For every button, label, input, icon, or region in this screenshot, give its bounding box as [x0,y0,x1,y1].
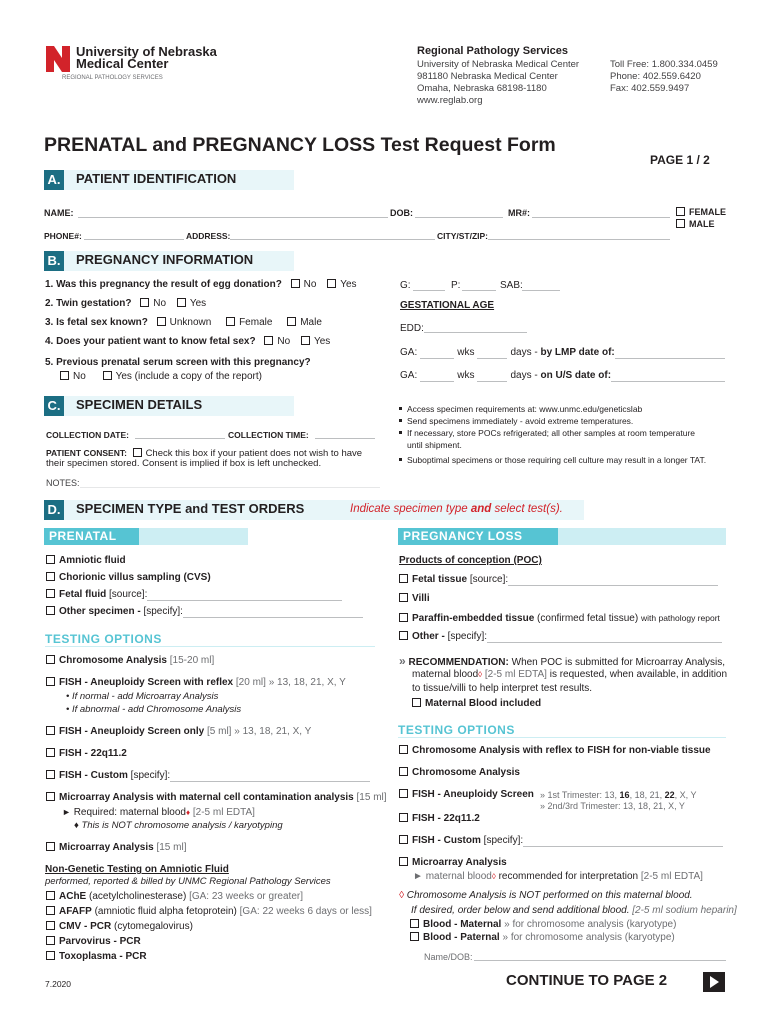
chrom-reflex-option[interactable] [399,745,711,757]
blood-paternal-desc: for chromosome analysis (karyotype) [510,932,675,943]
section-d-letter: D. [44,500,64,520]
q3-unknown-checkbox[interactable] [157,317,166,326]
chrom-label: Chromosome Analysis [59,655,167,666]
note-1: ◊ Chromosome Analysis is NOT performed on this maternal blood. [399,890,693,901]
q1-yes-label: Yes [340,279,357,290]
loss-chrom-option[interactable] [399,767,520,779]
villi-label: Villi [412,593,430,604]
prenatal-header [44,528,248,545]
q2-yes-checkbox[interactable] [177,298,186,307]
loss-fish-custom-option[interactable] [399,835,723,847]
version-label: 7.2020 [45,979,71,989]
address-label: ADDRESS: [186,231,231,241]
poc-heading: Products of conception (POC) [399,555,542,566]
cvs-option[interactable] [46,572,211,584]
if-normal: • If normal - add Microarray Analysis [66,691,219,702]
rec-label: RECOMMENDATION: [408,657,509,668]
cmv-label: CMV - PCR [59,921,112,932]
chrom-vol: [15-20 ml] [169,655,215,666]
paraffin-note: with pathology report [640,613,720,623]
required-blood: ► Required: maternal blood♦ [2-5 ml EDTA] [62,807,255,818]
p-field[interactable] [462,281,496,291]
maternal-blood-option[interactable] [412,698,541,710]
other-specimen-checkbox[interactable] [46,606,55,615]
sex-female[interactable] [676,206,726,218]
afafp-label: AFAFP [59,906,92,917]
fish-reflex-label: FISH - Aneuploidy Screen with reflex [59,677,234,688]
gestational-age-heading: GESTATIONAL AGE [400,300,495,311]
ga-days-field[interactable] [477,349,507,359]
fax: Fax: 402.559.9497 [610,83,690,94]
chr-22: 22 [664,790,675,800]
blood-paternal-checkbox[interactable] [410,932,419,941]
q3-unknown-label: Unknown [169,317,212,328]
loss-fish-custom-label: FISH - Custom [412,835,481,846]
loss-header [398,528,726,545]
q5-no-label: No [73,371,86,382]
fish-only-chr: 13, 18, 21, X, Y [242,726,312,737]
section-c-title: SPECIMEN DETAILS [76,397,203,412]
mr-field[interactable] [532,208,670,218]
blood-maternal-checkbox[interactable] [410,919,419,928]
q2-no-label: No [153,298,167,309]
fish-22q-checkbox[interactable] [46,748,55,757]
paraffin-label: Paraffin-embedded tissue [412,613,535,624]
page-label: PAGE 1 / 2 [650,153,710,167]
blood-paternal-option[interactable]: Blood - Paternal » for chromosome analysis (karyotype) [410,932,675,944]
required-vol: [2-5 ml EDTA] [192,807,255,818]
fetal-tissue-option[interactable] [399,574,718,586]
rec-text2: maternal blood [412,669,479,680]
loss-fish-22q-option[interactable] [399,813,480,825]
lmp-date-field[interactable] [615,349,725,359]
coll-time-label: COLLECTION TIME: [228,430,309,440]
micro-mcc-checkbox[interactable] [46,792,55,801]
fish-custom-field[interactable] [170,772,370,782]
blood-paternal-label: Blood - Paternal [423,932,500,943]
loss-other-spec: [specify]: [447,631,488,642]
other-specimen-field[interactable] [183,608,363,618]
q5: 5. Previous prenatal serum screen with this pregnancy? [45,357,311,368]
first-tri-text: 1st Trimester: 13, [547,790,620,800]
second-trimester: » 2nd/3rd Trimester: 13, 18, 21, X, Y [540,801,685,811]
ache-desc: (acetylcholinesterase) [89,891,187,902]
blood-maternal-label: Blood - Maternal [423,919,502,930]
parvo-checkbox[interactable] [46,936,55,945]
other-specimen-option[interactable] [46,606,363,618]
afafp-checkbox[interactable] [46,906,55,915]
ache-label: AChE [59,891,87,902]
fish-reflex-checkbox[interactable] [46,677,55,686]
city-field[interactable] [488,231,670,240]
prenatal-header-label: PRENATAL [44,528,139,545]
ache-option[interactable] [46,891,303,903]
afafp-option[interactable] [46,906,372,918]
fish-22q-option[interactable] [46,748,127,760]
continue-label: CONTINUE TO PAGE 2 [506,972,668,989]
not-chrom-text: ♦ This is NOT chromosome analysis / karyotyping [74,820,283,831]
recommendation: » RECOMMENDATION: When POC is submitted for Microarray Analysis, [399,654,726,668]
addr-line1: University of Nebraska Medical Center [417,59,580,70]
q5-options [60,371,262,383]
q3 [45,317,322,329]
rec-text1: When POC is submitted for Microarray Analysis, [511,657,726,668]
subtitle-a: Indicate specimen type [350,503,471,515]
fish-reflex-chr: 13, 18, 21, X, Y [277,677,346,688]
lmp-label: by LMP date of: [540,347,615,358]
dob-field[interactable] [415,208,503,218]
cvs-label: Chorionic villus sampling (CVS) [59,572,211,583]
fetal-tissue-src: [source]: [469,574,509,585]
fetal-fluid-field[interactable] [147,591,342,601]
ga-wks-field-2[interactable] [420,372,454,382]
chrom-analysis-option[interactable] [46,655,214,667]
fish-only-vol: [5 ml] [207,726,232,737]
not-chrom-note [74,820,283,832]
q3-male-label: Male [300,317,322,328]
micro-mat: maternal blood [425,871,492,882]
website-link[interactable]: www.reglab.org [417,95,483,106]
bullet-2 [397,415,706,427]
micro-option[interactable] [46,842,186,854]
specimen-bullets [397,403,706,466]
address-field[interactable] [230,231,435,240]
coll-time-field[interactable] [315,429,375,439]
ga-days-field-2[interactable] [477,372,507,382]
loss-fish-aneu-checkbox[interactable] [399,789,408,798]
fetal-tissue-field[interactable] [508,576,718,586]
ga-us-row [400,370,725,382]
loss-fish-aneu-label: FISH - Aneuploidy Screen [412,789,534,800]
contact-address [417,59,579,107]
toxo-label: Toxoplasma - PCR [59,951,147,962]
loss-fish-custom-field[interactable] [523,837,723,847]
note-2-text: If desired, order below and send additional blood. [411,905,630,916]
amniotic-fluid-option[interactable] [46,555,126,567]
chr-xy: , X, Y [674,790,697,800]
loss-other-option[interactable] [399,631,722,643]
section-a-letter: A. [44,170,64,190]
q1-no-checkbox[interactable] [291,279,300,288]
loss-fish-custom-checkbox[interactable] [399,835,408,844]
villi-checkbox[interactable] [399,593,408,602]
micro-checkbox[interactable] [46,842,55,851]
other-specimen-label: Other specimen - [59,606,144,617]
us-date-field[interactable] [611,372,725,382]
continue-arrow-icon[interactable] [703,972,725,992]
rec-text3: is requested, when available, in addition [549,669,728,680]
fish-only-option[interactable]: FISH - Aneuploidy Screen only [5 ml] » 13, 18, 21, X, Y [46,726,311,738]
fish-reflex-vol: [20 ml] [235,677,266,688]
fish-22q-label: FISH - 22q11.2 [59,748,127,759]
fetal-tissue-checkbox[interactable] [399,574,408,583]
amniotic-label: Amniotic fluid [59,555,126,566]
cmv-checkbox[interactable] [46,921,55,930]
consent-checkbox[interactable] [133,448,142,457]
subtitle-b: select test(s). [491,503,563,515]
bullet-1 [397,403,706,415]
g-field[interactable] [413,281,445,291]
name-label: NAME: [44,208,74,218]
rec-line3: to tissue/villi to help interpret test results. [412,683,593,694]
cmv-desc: (cytomegalovirus) [114,921,193,932]
chrom-checkbox[interactable] [46,655,55,664]
us-label: on U/S date of: [540,370,612,381]
loss-testing-options: TESTING OPTIONS [398,723,726,738]
loss-micro-checkbox[interactable] [399,857,408,866]
other-specimen-spec: [specify]: [143,606,183,617]
loss-micro-label: Microarray Analysis [412,857,507,868]
chr-16: 16 [619,790,630,800]
loss-chrom-label: Chromosome Analysis [412,767,520,778]
parvo-option[interactable] [46,936,141,948]
required-label: Required: maternal blood [73,807,186,818]
fish-custom-checkbox[interactable] [46,770,55,779]
q2 [45,298,206,310]
phone-field[interactable] [84,231,184,240]
notes-field[interactable] [80,478,380,488]
afafp-desc: (amniotic fluid alpha fetoprotein) [94,906,237,917]
loss-header-label: PREGNANCY LOSS [398,528,558,545]
q4-no-label: No [277,336,291,347]
consent-text: Check this box if your patient does not wish to have [145,448,363,459]
play-arrow-icon [703,972,725,992]
female-checkbox[interactable] [676,207,685,216]
ache-ga: [GA: 23 weeks or greater] [189,891,304,902]
notes-label: NOTES: [46,478,80,488]
micro-vol: [15 ml] [156,842,187,853]
phone: Phone: 402.559.6420 [610,71,701,82]
fish-custom-spec: [specify]: [130,770,171,781]
fish-only-label: FISH - Aneuploidy Screen only [59,726,205,737]
note-2-vol: [2-5 ml sodium heparin] [632,905,737,916]
section-b-letter: B. [44,251,64,271]
q3-label: 3. Is fetal sex known? [45,317,148,328]
fetal-fluid-option[interactable] [46,589,342,601]
namedob-label: Name/DOB: [424,952,473,962]
q4-yes-label: Yes [313,336,331,347]
g-label: G: [400,280,411,291]
coll-date-field[interactable] [135,429,225,439]
fetal-fluid-label: Fetal fluid [59,589,107,600]
amniotic-checkbox[interactable] [46,555,55,564]
q5-yes-label: Yes (include a copy of the report) [115,371,262,382]
cvs-checkbox[interactable] [46,572,55,581]
name-field[interactable] [78,208,388,218]
ga-label-2: GA: [400,370,418,381]
city-label: CITY/ST/ZIP: [437,231,488,241]
q3-female-label: Female [239,317,273,328]
tollfree: Toll Free: 1.800.334.0459 [610,59,718,70]
fish-only-checkbox[interactable] [46,726,55,735]
ga-wks-field[interactable] [420,349,454,359]
consent-text-2: their specimen stored. Consent is implied if box is left unchecked. [46,458,322,469]
toxo-option[interactable] [46,951,147,963]
ga-label: GA: [400,347,418,358]
loss-other-label: Other - [412,631,448,642]
fish-custom-label: FISH - Custom [59,770,128,781]
note-1-text: Chromosome Analysis is NOT performed on this maternal blood. [406,890,693,901]
unmc-logo [44,44,217,86]
section-d-title: SPECIMEN TYPE and TEST ORDERS [76,501,305,516]
contact-title: Regional Pathology Services [417,45,568,57]
addr-line3: Omaha, Nebraska 68198-1180 [417,83,547,94]
loss-fish-22q-checkbox[interactable] [399,813,408,822]
q3-female-checkbox[interactable] [226,317,235,326]
mr-label: MR#: [508,208,530,218]
bullet-2-text: Send specimens immediately - avoid extreme temperatures. [407,416,634,426]
prenatal-testing-options: TESTING OPTIONS [45,632,375,647]
ga-lmp-row [400,347,725,359]
micro-mcc-option[interactable] [46,792,387,804]
days-label-2: days - [510,370,538,381]
phone-label: PHONE#: [44,231,82,241]
loss-chrom-checkbox[interactable] [399,767,408,776]
edd-label: EDD: [400,323,424,334]
paraffin-option[interactable] [399,612,720,625]
q2-yes-label: Yes [189,298,207,309]
q2-label: 2. Twin gestation? [45,298,132,309]
days-label: days - [510,347,538,358]
loss-micro-option[interactable] [399,857,507,869]
addr-line2: 981180 Nebraska Medical Center [417,71,558,82]
second-tri-text: 2nd/3rd Trimester: 13, 18, 21, X, Y [547,801,685,811]
male-checkbox[interactable] [676,219,685,228]
bullet-1-text: Access specimen requirements at: www.unmc.edu/geneticslab [407,404,643,414]
first-trimester: » 1st Trimester: 13, 16, 18, 21, 22, X, Y [540,790,697,800]
logo-line1: University of Nebraska [76,44,217,59]
loss-fish-22q-label: FISH - 22q11.2 [412,813,480,824]
bullet-3-text: If necessary, store POCs refrigerated; all other samples at room temperature [407,428,696,438]
sex-male[interactable] [676,218,715,230]
fish-custom-option[interactable] [46,770,370,782]
consent-label: PATIENT CONSENT: [46,448,127,458]
rec-line2: maternal blood◊ [2-5 ml EDTA] is requested, when available, in addition [412,669,728,680]
if-abnormal: • If abnormal - add Chromosome Analysis [66,704,242,715]
unmc-n-logo-icon [44,44,72,74]
maternal-blood-checkbox[interactable] [412,698,421,707]
villi-option[interactable] [399,593,430,605]
q4-label: 4. Does your patient want to know fetal sex? [45,336,256,347]
loss-other-checkbox[interactable] [399,631,408,640]
section-c-letter: C. [44,396,64,416]
sab-label: SAB: [500,280,523,291]
bullet-4 [397,454,706,466]
coll-date-label: COLLECTION DATE: [46,430,129,440]
section-a-title: PATIENT IDENTIFICATION [76,171,237,186]
micro-mcc-label: Microarray Analysis with maternal cell contamination analysis [59,792,354,803]
loss-micro-note: ► maternal blood◊ recommended for interpretation [2-5 ml EDTA] [413,871,703,882]
paraffin-checkbox[interactable] [399,613,408,622]
blood-maternal-desc: for chromosome analysis (karyotype) [512,919,677,930]
p-label: P: [451,280,461,291]
fetal-fluid-checkbox[interactable] [46,589,55,598]
chrom-reflex-checkbox[interactable] [399,745,408,754]
fetal-tissue-label: Fetal tissue [412,574,468,585]
micro-vol: [2-5 ml EDTA] [640,871,703,882]
micro-mcc-vol: [15 ml] [356,792,387,803]
q4 [45,336,330,348]
ache-checkbox[interactable] [46,891,55,900]
cmv-option[interactable] [46,921,193,933]
maternal-blood-label: Maternal Blood included [425,698,542,709]
wks-label: wks [457,347,475,358]
namedob-field[interactable] [474,951,726,961]
q1-label: 1. Was this pregnancy the result of egg donation? [45,279,282,290]
contact-phones [610,59,718,95]
blood-maternal-option[interactable]: Blood - Maternal » for chromosome analysis (karyotype) [410,919,676,931]
afafp-ga: [GA: 22 weeks 6 days or less] [239,906,372,917]
loss-fish-custom-spec: [specify]: [483,835,524,846]
female-label: FEMALE [689,207,726,217]
micro-label: Microarray Analysis [59,842,154,853]
q4-yes-checkbox[interactable] [301,336,310,345]
rec-vol: [2-5 ml EDTA] [484,669,547,680]
q1 [45,279,357,291]
note-2 [411,905,737,917]
chrom-reflex-label: Chromosome Analysis with reflex to FISH for non-viable tissue [412,745,711,756]
loss-other-field[interactable] [487,633,722,643]
male-label: MALE [689,219,715,229]
section-d-subtitle [350,503,563,515]
micro-rec: recommended for interpretation [498,871,639,882]
toxo-checkbox[interactable] [46,951,55,960]
q2-no-checkbox[interactable] [140,298,149,307]
form-title: PRENATAL and PREGNANCY LOSS Test Request Form [44,134,556,156]
logo-line2: Medical Center [76,56,169,71]
q3-male-checkbox[interactable] [287,317,296,326]
logo-sub: REGIONAL PATHOLOGY SERVICES [62,75,163,81]
parvo-label: Parvovirus - PCR [59,936,141,947]
nongen-title: Non-Genetic Testing on Amniotic Fluid [45,864,229,875]
q5-no-checkbox[interactable] [60,371,69,380]
paraffin-desc: (confirmed fetal tissue) [537,613,639,624]
subtitle-and: and [470,503,492,515]
dob-label: DOB: [390,208,413,218]
q1-no-label: No [303,279,317,290]
bullet-3 [397,427,706,439]
wks-label-2: wks [457,370,475,381]
q4-no-checkbox[interactable] [264,336,273,345]
q5-yes-checkbox[interactable] [103,371,112,380]
nongen-sub: performed, reported & billed by UNMC Regional Pathology Services [45,876,331,887]
q1-yes-checkbox[interactable] [327,279,336,288]
edd-field[interactable] [424,323,527,333]
sab-field[interactable] [522,281,560,291]
fetal-fluid-src: [source]: [109,589,148,600]
bullet-4-text: Suboptimal specimens or those requiring cell culture may result in a longer TAT. [407,455,707,465]
fish-reflex-option[interactable]: FISH - Aneuploidy Screen with reflex [20 ml] » 13, 18, 21, X, Y [46,677,346,689]
loss-fish-aneu-option[interactable] [399,789,534,801]
section-b-title: PREGNANCY INFORMATION [76,252,254,267]
bullet-3-cont: until shipment. [407,440,462,450]
